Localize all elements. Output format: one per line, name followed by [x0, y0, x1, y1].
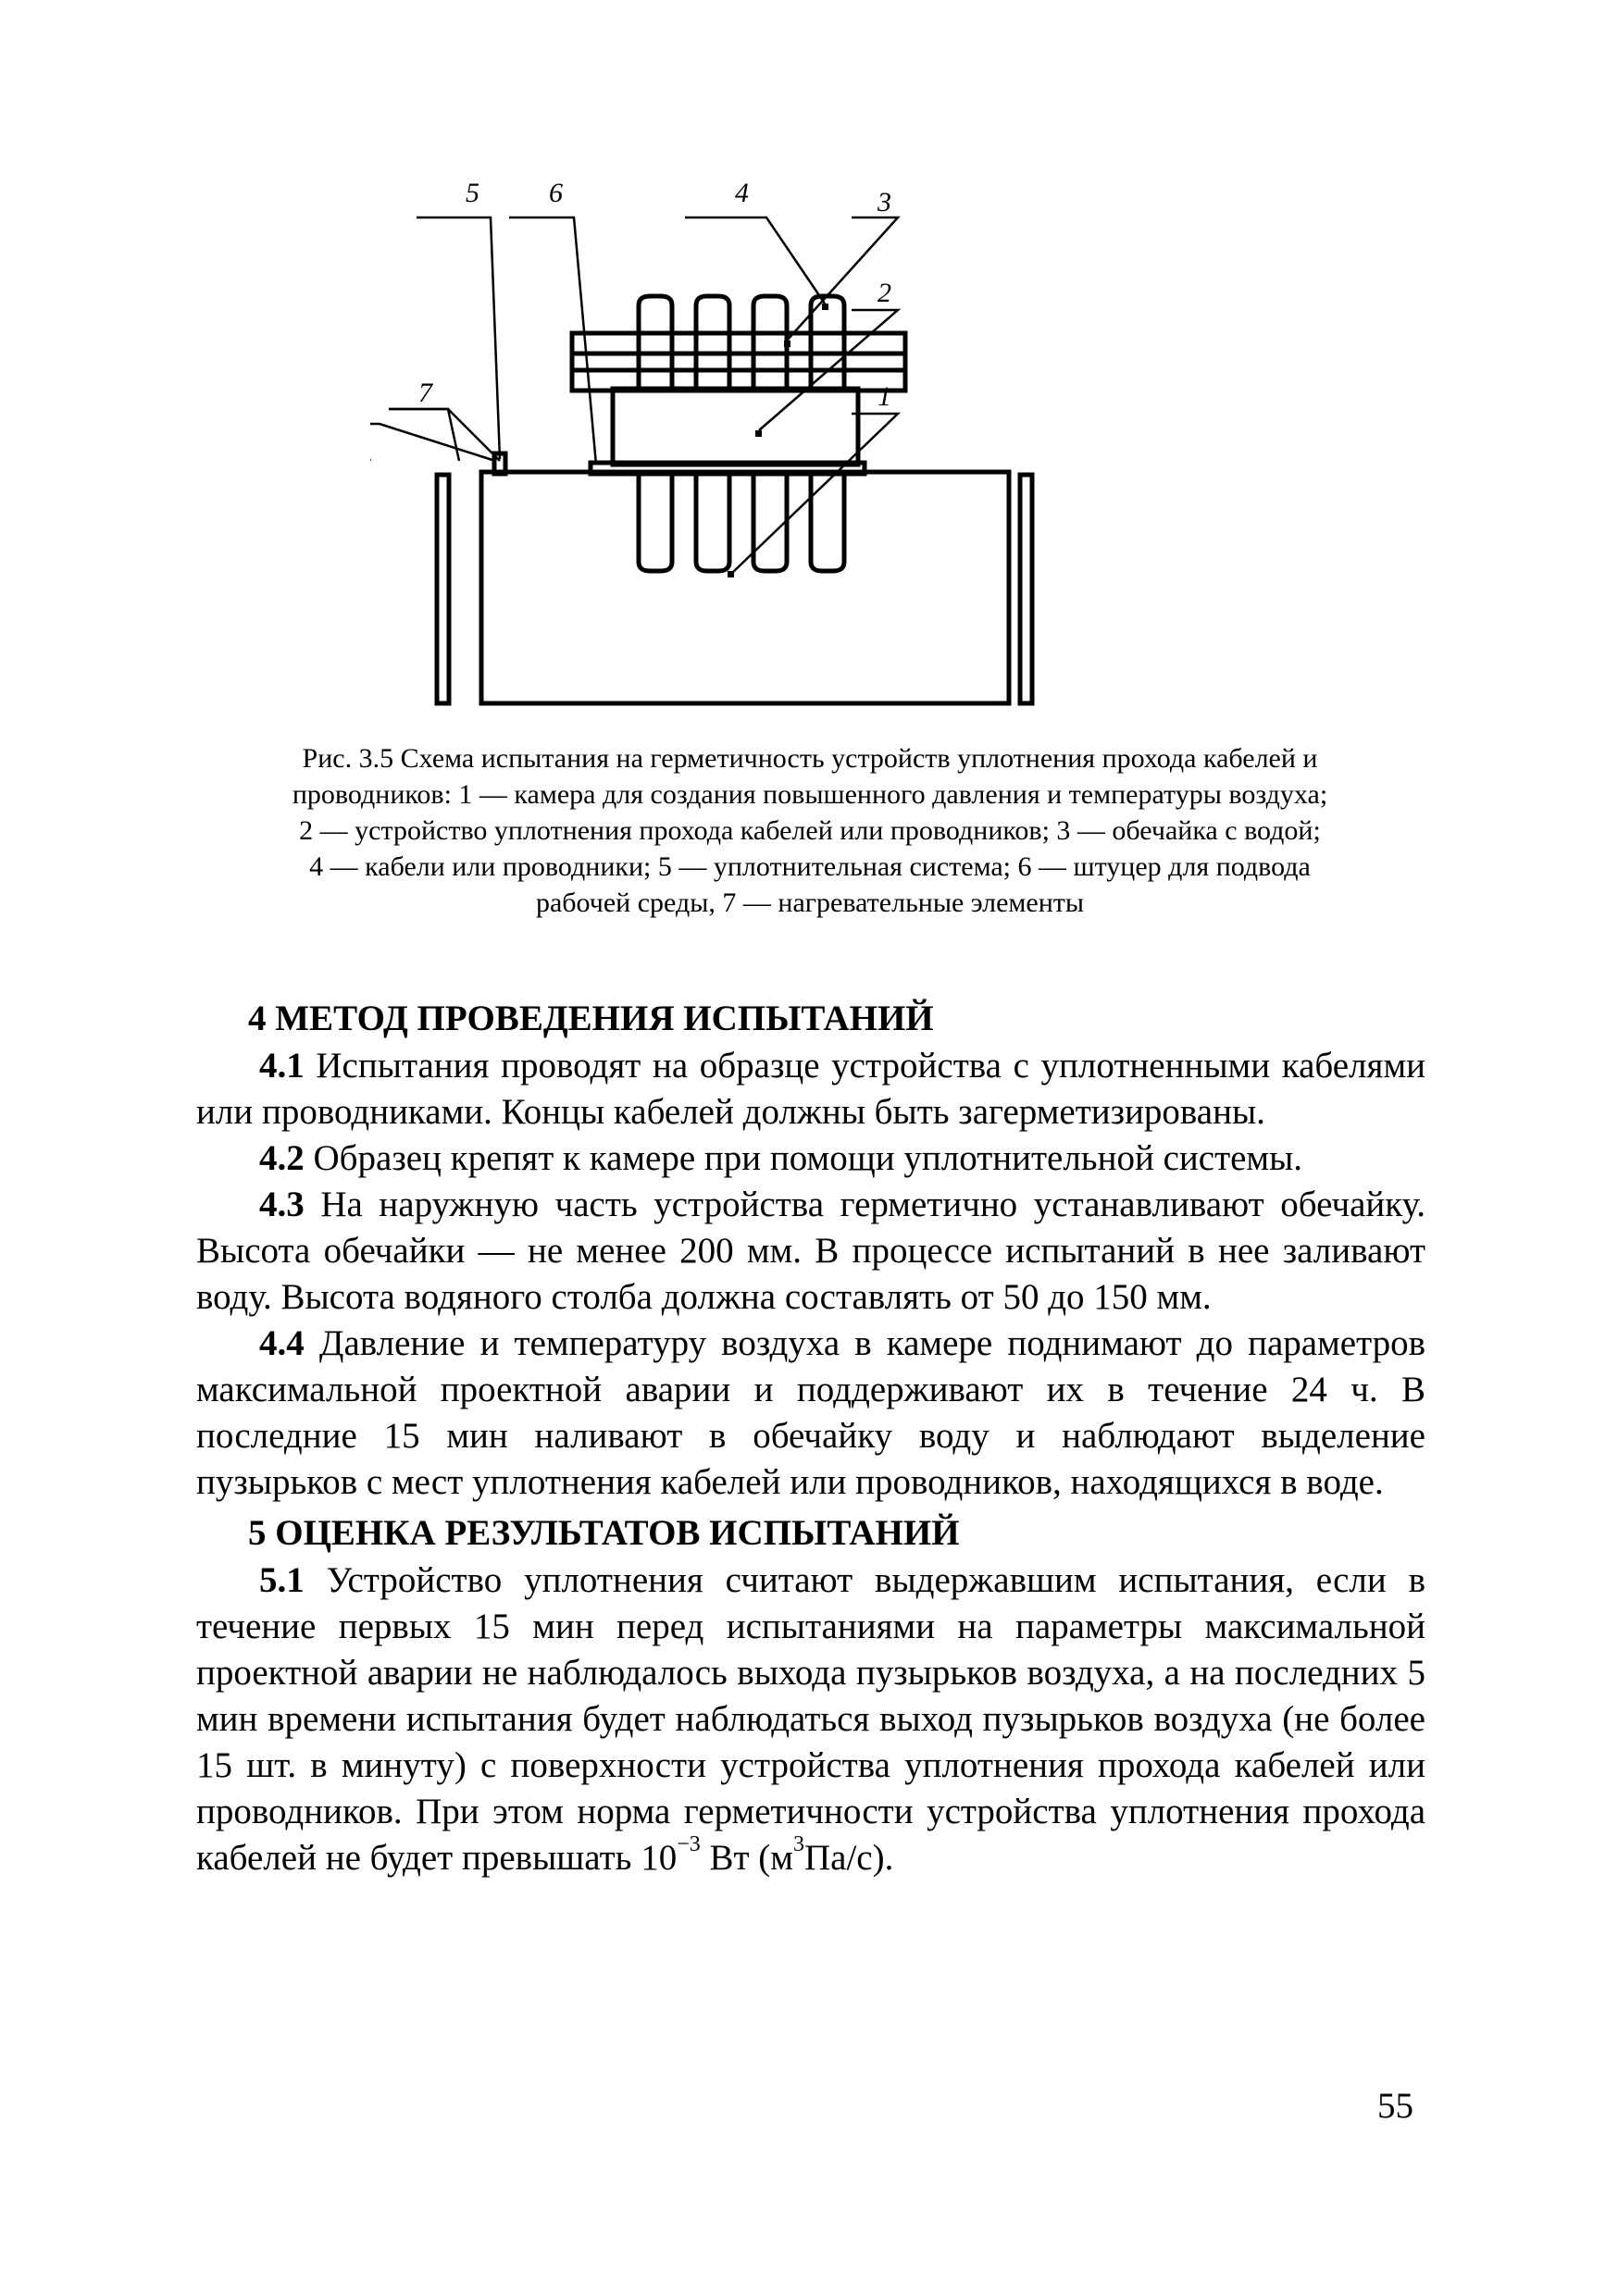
cable-top-1: [639, 296, 672, 392]
paragraph-4-1: [196, 1043, 1425, 1136]
cable-top-2: [696, 296, 729, 392]
paragraph-number: 5.1: [259, 1560, 305, 1600]
label-4: 4: [735, 178, 749, 208]
shell-3: [572, 333, 905, 391]
caption-line-1: Рис. 3.5 Схема испытания на герметичность устройств уплотнения прохода кабелей и: [302, 743, 1318, 774]
paragraph-4-2: [196, 1136, 1425, 1182]
paragraph-number: 4.3: [259, 1185, 305, 1224]
section-5-heading: 5 ОЦЕНКА РЕЗУЛЬТАТОВ ИСПЫТАНИЙ: [248, 1513, 960, 1553]
chamber-1: [481, 472, 1009, 703]
label-7: 7: [418, 378, 432, 408]
cable-bottom-2: [696, 474, 729, 571]
label-5: 5: [466, 178, 479, 208]
heating-element-right: [1020, 475, 1032, 703]
figure-caption: [213, 740, 1407, 921]
paragraph-text: Испытания проводят на образце устройства с уплотненными кабелями или проводниками. Концы кабелей должны быть загерметизированы.: [196, 1046, 1425, 1132]
section-4-heading: 4 МЕТОД ПРОВЕДЕНИЯ ИСПЫТАНИЙ: [248, 999, 934, 1038]
exponent: −3: [677, 1832, 701, 1856]
caption-line-3: 2 — устройство уплотнения прохода кабелей или проводников; 3 — обечайка с водой;: [299, 815, 1321, 846]
cable-top-3: [753, 296, 787, 392]
paragraph-4-4: [196, 1321, 1425, 1506]
paragraph-text: Образец крепят к камере при помощи уплотнительной системы.: [304, 1138, 1303, 1178]
paragraph-number: 4.1: [259, 1046, 305, 1086]
caption-line-5: рабочей среды, 7 — нагревательные элементы: [535, 887, 1085, 918]
cable-bottom-3: [753, 474, 787, 571]
paragraph-4-3: [196, 1182, 1425, 1321]
label-6: 6: [549, 178, 563, 208]
heating-element-left: [437, 475, 449, 703]
label-3: 3: [877, 187, 891, 217]
caption-line-4: 4 — кабели или проводники; 5 — уплотнительная система; 6 — штуцер для подвода: [309, 851, 1311, 882]
page-body: [196, 995, 1425, 1881]
sealing-device-2: [613, 389, 858, 465]
cable-top-4: [811, 296, 844, 392]
paragraph-text: Давление и температуру воздуха в камере поднимают до параметров максимальной проектной аварии и поддерживают их в течение 24 ч. В последние 15 мин наливают в обечайку воду и наблюдают выделение пузырьков с мест уплотнения кабелей или проводников, находящихся в воде.: [196, 1323, 1425, 1502]
unit-text-end: Па/с).: [803, 1838, 894, 1878]
label-7-leaders: [389, 407, 518, 481]
paragraph-text: На наружную часть устройства герметично устанавливают обечайку. Высота обечайки — не менее 200 мм. В процессе испытаний в нее заливают воду. Высота водяного столба должна составлять от 50 до 150 мм.: [196, 1185, 1425, 1317]
paragraph-5-1: [196, 1558, 1425, 1881]
caption-line-2: проводников: 1 — камера для создания повышенного давления и температуры воздуха;: [292, 779, 1328, 810]
label-2: 2: [877, 278, 891, 308]
cable-bottom-4: [811, 474, 844, 571]
label-1: 1: [877, 381, 891, 412]
paragraph-text: Устройство уплотнения считают выдержавшим испытания, если в течение первых 15 мин перед испытаниями на параметры максимальной проектной аварии не наблюдалось выхода пузырьков воздуха, а на последних 5 мин времени испытания будет наблюдаться выход пузырьков воздуха (не более 15 шт. в минуту) с поверхности устройства уплотнения прохода кабелей или проводников. При этом норма герметичности устройства уплотнения прохода кабелей не будет превышать 10: [196, 1560, 1425, 1878]
unit-superscript: 3: [792, 1832, 804, 1856]
paragraph-number: 4.2: [259, 1138, 305, 1178]
unit-text: Вт (м: [700, 1838, 793, 1878]
cable-bottom-1: [639, 474, 672, 571]
paragraph-number: 4.4: [259, 1323, 305, 1363]
page-number: 55: [1377, 2086, 1413, 2126]
